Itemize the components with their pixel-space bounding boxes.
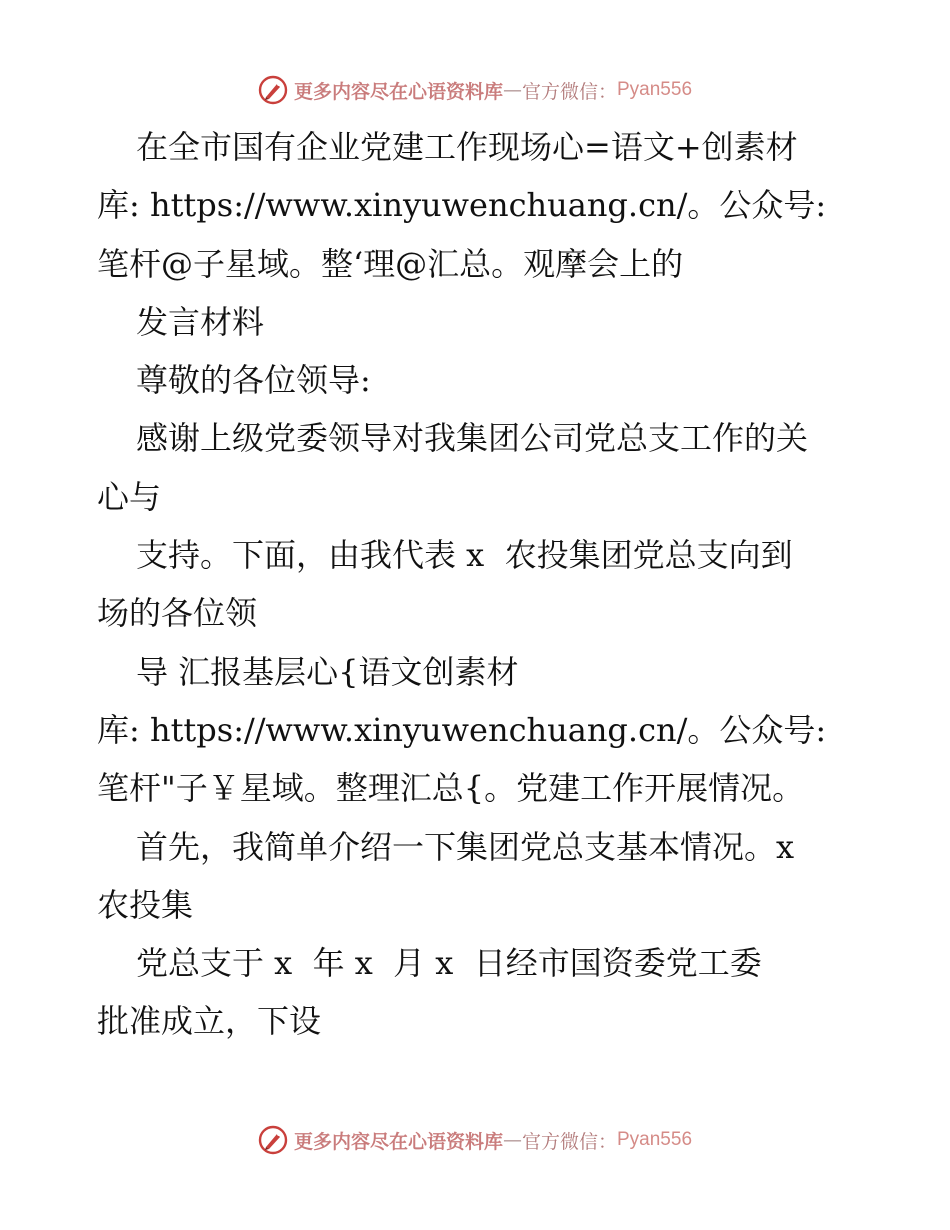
text-line: 首先，我简单介绍一下集团党总支基本情况。x	[136, 827, 795, 866]
watermark-official-label: 官方微信：	[521, 1130, 617, 1153]
watermark-main-text: 更多内容尽在心语资料库	[293, 1130, 503, 1153]
document-body	[97, 118, 857, 1051]
header-watermark	[0, 72, 950, 108]
watermark-dash: —	[502, 79, 522, 101]
watermark-wechat-id: Pyan556	[617, 1129, 693, 1150]
text-line: 在全市国有企业党建工作现场心=语文+创素材	[136, 128, 798, 166]
watermark-main-text: 更多内容尽在心语资料库	[293, 80, 503, 103]
text-line: 支持。下面，由我代表 x 农投集团党总支向到	[136, 536, 793, 575]
text-line: 场的各位领	[97, 594, 258, 633]
text-line: 感谢上级党委领导对我集团公司党总支工作的关	[136, 419, 809, 458]
text-line: 尊敬的各位领导:	[136, 361, 371, 400]
text-line: 导 汇报基层心{语文创素材	[136, 652, 519, 691]
text-line: 批准成立，下设	[97, 1002, 322, 1041]
watermark-wechat-id: Pyan556	[617, 79, 693, 100]
footer-watermark	[0, 1122, 950, 1158]
text-line: 农投集	[97, 885, 194, 924]
text-line: 心与	[97, 477, 162, 516]
text-line: 库: https://www.xinyuwenchuang.cn/。公众号:	[97, 710, 827, 749]
text-line: 发言材料	[136, 302, 265, 341]
watermark-official-label: 官方微信：	[521, 80, 617, 103]
text-line: 笔杆@子星域。整‘理@汇总。观摩会上的	[97, 244, 684, 283]
pen-logo-icon	[258, 1125, 288, 1155]
text-line: 笔杆"子￥星域。整理汇总{。党建工作开展情况。	[97, 769, 805, 808]
text-line: 库: https://www.xinyuwenchuang.cn/。公众号:	[97, 186, 827, 225]
pen-logo-icon	[258, 75, 288, 105]
watermark-dash: —	[502, 1129, 522, 1151]
text-line: 党总支于 x 年 x 月 x 日经市国资委党工委	[136, 944, 762, 983]
